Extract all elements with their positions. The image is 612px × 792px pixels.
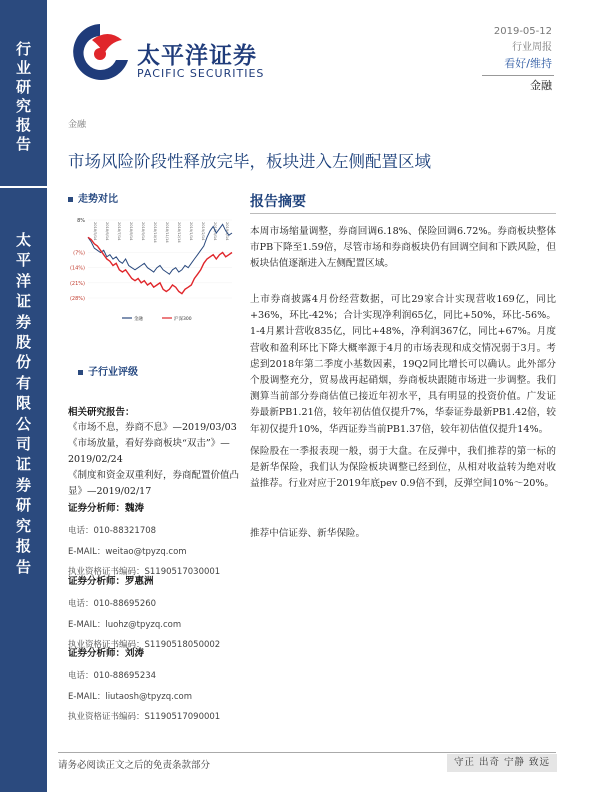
analyst-name: 魏涛 [125,503,145,514]
analyst-phone: 电话：010-88695234 [68,671,157,681]
sidebar-char: 公 [15,414,31,433]
x-tick-label: 2018/10/14 [153,222,157,243]
sidebar-char: 行 [15,40,31,58]
analyst-name: 罗惠洲 [125,576,154,587]
abstract-title: 报告摘要 [250,194,306,210]
y-tick-label: (28%) [69,296,85,302]
square-bullet-icon [68,197,73,202]
footer-disclaimer: 请务必阅读正文之后的免责条款部分 [58,760,211,771]
analyst-block [68,496,248,577]
related-item[interactable]: 《市场不息，券商不息》—2019/03/03 [68,422,237,433]
analyst-name: 刘涛 [125,648,145,659]
sidebar-char: 证 [15,455,31,474]
rating-section-label: 子行业评级 [88,367,138,378]
related-item[interactable]: 《制度和资金双重利好，券商配置价值凸显》—2019/02/17 [68,470,240,497]
square-bullet-icon [78,370,83,375]
analyst-role: 证券分析师： [68,503,126,514]
report-sector: 金融 [530,79,552,92]
analyst-role: 证券分析师： [68,576,126,587]
industry-rating: 看好/维持 [504,57,552,70]
sidebar-char: 告 [15,135,31,153]
industry-tag: 金融 [68,120,87,130]
rating-section-heading [78,363,138,378]
analyst-cert: 执业资格证书编码：S1190517090001 [68,712,221,722]
analyst-role: 证券分析师： [68,648,126,659]
y-tick-label: (7%) [73,250,85,257]
report-type: 行业周报 [512,42,552,53]
sidebar-char: 限 [15,394,31,413]
logo-english-name: PACIFIC SECURITIES [137,67,265,80]
sidebar-char: 股 [15,333,31,352]
abstract-paragraph: 本周市场缩量调整，券商回调6.18%、保险回调6.72%。券商板块整体市PB下降至1.59倍，尽管市场和券商板块仍有回调空间和下跌风险，但板块估值逐渐进入左侧配置区域。 [250,226,556,270]
meta-divider [482,75,554,76]
sidebar-char: 究 [15,97,31,115]
x-tick-label: 2018/12/14 [177,222,181,243]
analyst-cert: 执业资格证书编码：S1190517030001 [68,567,221,577]
sidebar-top-label [0,40,47,154]
x-tick-label: 2019/2/14 [201,222,205,241]
report-title: 市场风险阶段性释放完毕，板块进入左侧配置区域 [68,152,431,171]
x-tick-label: 2018/5/14 [93,222,97,241]
sidebar-char: 太 [15,231,31,249]
pacific-logo-icon [64,20,136,84]
report-date: 2019-05-12 [493,26,552,37]
sidebar [0,0,47,792]
analyst-cert: 执业资格证书编码：S1190518050002 [68,640,221,650]
sidebar-char: 洋 [15,271,31,290]
y-tick-label: (14%) [69,265,85,272]
footer-divider [58,752,556,753]
analyst-email[interactable]: E-MAIL：luohz@tpyzq.com [68,620,182,630]
sidebar-char: 份 [15,353,31,372]
x-tick-label: 2019/3/14 [213,222,217,241]
sidebar-char: 业 [15,59,31,77]
sidebar-char: 司 [15,435,31,454]
trend-section-label: 走势对比 [78,194,118,205]
sidebar-char: 研 [15,496,31,515]
analyst-block [68,641,248,722]
y-tick-label: 8% [77,218,85,224]
x-tick-label: 2018/8/14 [129,222,133,241]
x-tick-label: 2018/9/14 [141,222,145,241]
sidebar-char: 究 [15,516,31,535]
related-heading: 相关研究报告： [68,407,135,418]
analyst-phone: 电话：010-88321708 [68,526,157,536]
analyst-phone: 电话：010-88695260 [68,599,157,609]
report-meta [494,24,552,94]
sidebar-char: 平 [15,251,31,270]
sidebar-char: 券 [15,475,31,494]
legend-label: 沪深300 [174,317,192,322]
x-tick-label: 2018/11/14 [165,222,169,243]
trend-section-heading [68,190,118,205]
analyst-block [68,569,248,650]
sidebar-char: 有 [15,373,31,392]
sidebar-char: 告 [15,557,31,576]
abstract-paragraph: 上市券商披露4月份经营数据，可比29家合计实现营收169亿，同比+36%，环比-42%；合计实现净利润65亿，同比+50%，环比-56%。1-4月累计营收835亿，同比+48%，净利润367亿，同比+67%。月度营收和盈利环比下降大概率源于4月的市场表现和成交情况弱于3月。考虑到2018年第二季度小基数因素，19Q2同比增长可以确认。此外部分个股调整充分，贸易战再起硝烟，券商板块跟随市场进一步调整。我们测算当前部分券商估值已接近年初水平，具有明显的投资价值。广发证券最新PB1.21倍，较年初估值仅提升7%，华泰证券最新PB1.42倍，较年初仅提升10%，华西证券当前PB1.37倍，较年初估值仅提升14%。 [250,294,556,435]
x-tick-label: 2018/6/14 [105,222,109,241]
abstract-paragraph: 推荐中信证券、新华保险。 [250,528,366,539]
logo-chinese-name: 太平洋证券 [137,43,257,69]
sidebar-char: 报 [15,116,31,134]
analyst-email[interactable]: E-MAIL：liutaosh@tpyzq.com [68,692,192,702]
sidebar-char: 报 [15,537,31,556]
sidebar-bottom-label [0,230,47,577]
trend-chart [60,210,240,325]
footer-motto: 守正 出奇 宁静 致远 [447,754,557,772]
analyst-email[interactable]: E-MAIL：weitao@tpyzq.com [68,547,187,557]
sidebar-char: 研 [15,78,31,96]
legend-label: 金融 [134,317,143,322]
sidebar-char: 证 [15,292,31,311]
sidebar-char: 券 [15,312,31,331]
sidebar-divider [0,186,47,188]
abstract-divider [250,213,556,214]
x-tick-label: 2018/7/14 [117,222,121,241]
related-reports [68,404,248,500]
abstract-paragraph: 保险股在一季报表现一般，弱于大盘。在反弹中，我们推荐的第一标的是新华保险，我们认为保险板块调整已经到位，从相对收益转为绝对收益推荐。行业对应于2019年底pev 0.9倍不到，反弹空间10%～20%。 [250,446,556,490]
related-item[interactable]: 《市场放量，看好券商板块“双击”》—2019/02/24 [68,438,230,465]
x-tick-label: 2019/4/14 [225,222,229,241]
x-tick-label: 2019/1/14 [189,222,193,241]
y-tick-label: (21%) [69,280,85,287]
